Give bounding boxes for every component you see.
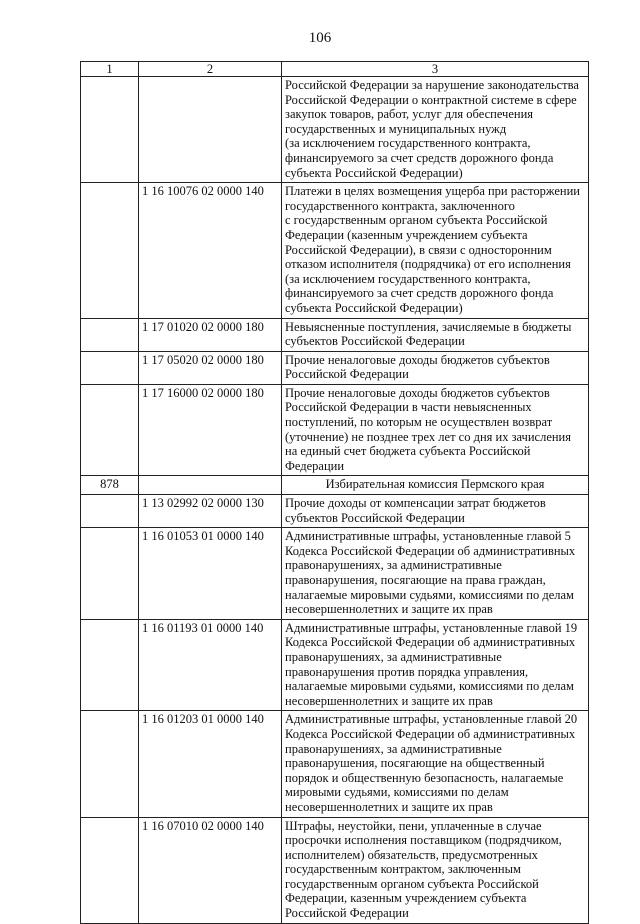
description-line: порядок и общественную безопасность, налагаемые [285,770,564,785]
admin-code-cell [81,351,139,384]
table-row [81,619,589,711]
revenue-code-cell: 1 17 01020 02 0000 180 [139,318,282,351]
description-line: Прочие неналоговые доходы бюджетов субъектов [285,385,550,400]
table-row [81,351,589,384]
description-cell [282,77,589,183]
description-line: Российской Федерации за нарушение законодательства [285,78,579,92]
description-line: Административные штрафы, установленные главой 5 [285,529,571,544]
revenue-code-cell: 1 13 02992 02 0000 130 [139,495,282,528]
admin-code-cell [81,77,139,183]
revenue-codes-table [80,61,589,924]
description-cell [282,318,589,351]
description-line: (уточнение) не позднее трех лет со дня их зачисления [285,429,571,444]
description-line: отказом исполнителя (подрядчика) от его исполнения [285,257,571,272]
table-row [81,528,589,620]
page-number: 106 [308,30,332,46]
description-line: просрочки исполнения поставщиком (подрядчиком, [285,833,562,848]
description-line: правонарушениях, за административные [285,558,502,573]
description-line: Российской Федерации), в связи с односторонним [285,242,552,257]
header-col-3: 3 [282,62,589,77]
revenue-code-cell: 1 16 01203 01 0000 140 [139,711,282,817]
description-line: Российской Федерации [285,367,409,382]
description-line: Платежи в целях возмещения ущерба при расторжении [285,184,580,199]
description-line: субъекта Российской Федерации) [285,300,463,315]
description-cell [282,351,589,384]
description-line: поступлений, по которым не осуществлен возврат [285,415,553,430]
description-line: (за исключением государственного контракта, [285,136,531,151]
description-line: субъектов Российской Федерации [285,334,465,349]
description-line: мировыми судьями, комиссиями по делам [285,785,509,800]
description-line: субъектов Российской Федерации [285,510,465,525]
description-cell [282,476,589,495]
description-cell [282,528,589,620]
revenue-code-cell: 1 17 05020 02 0000 180 [139,351,282,384]
description-line: правонарушения, посягающие на общественный [285,756,545,771]
admin-code-cell: 878 [81,476,139,495]
revenue-code-cell: 1 16 01053 01 0000 140 [139,528,282,620]
description-line: Федерации (казенным учреждением субъекта [285,227,528,242]
table-body [81,62,589,924]
table-header-row [81,62,589,77]
admin-code-cell [81,817,139,923]
description-line: Российской Федерации о контрактной системе в сфере [285,92,577,107]
description-line: Федерации [285,458,345,473]
description-line: (за исключением государственного контракта, [285,271,531,286]
revenue-code-cell: 1 17 16000 02 0000 180 [139,384,282,476]
table-row [81,318,589,351]
description-cell [282,495,589,528]
table-row [81,495,589,528]
description-line: Федерации, казенным учреждением субъекта [285,891,527,906]
description-line: несовершеннолетних и защите их прав [285,799,493,814]
revenue-code-cell [139,476,282,495]
description-line: Штрафы, неустойки, пени, уплаченные в случае [285,818,542,833]
revenue-code-cell [139,77,282,183]
revenue-code-cell: 1 16 01193 01 0000 140 [139,619,282,711]
description-line: финансируемого за счет средств дорожного фонда [285,150,554,165]
revenue-code-cell: 1 16 07010 02 0000 140 [139,817,282,923]
description-line: Избирательная комиссия Пермского края [325,477,545,492]
description-line: на единый счет бюджета субъекта Российской [285,444,531,459]
description-line: Кодекса Российской Федерации об административных [285,543,576,558]
description-line: правонарушениях, за административные [285,741,502,756]
table-row [81,77,589,183]
description-line: государственного контракта, заключенного [285,198,515,213]
description-line: Российской Федерации [285,906,409,921]
description-line: исполнителем) обязательств, предусмотренных [285,847,538,862]
revenue-code-cell: 1 16 10076 02 0000 140 [139,183,282,318]
description-line: несовершеннолетних и защите их прав [285,693,493,708]
description-line: Прочие неналоговые доходы бюджетов субъектов [285,352,550,367]
description-cell [282,817,589,923]
description-line: закупок товаров, работ, услуг для обеспечения [285,107,534,122]
admin-code-cell [81,384,139,476]
description-line: правонарушения, посягающие на права граждан, [285,573,546,587]
description-line: несовершеннолетних и защите их прав [285,602,493,617]
admin-code-cell [81,183,139,318]
description-line: правонарушения против порядка управления, [285,664,529,679]
description-cell [282,711,589,817]
description-line: Невыясненные поступления, зачисляемые в бюджеты [285,319,572,334]
admin-code-cell [81,495,139,528]
description-cell [282,384,589,476]
description-line: Кодекса Российской Федерации об административных [285,635,576,650]
description-line: с государственным органом субъекта Российской [285,213,548,228]
description-line: налагаемые мировыми судьями, комиссиями по делам [285,679,574,694]
description-line: налагаемые мировыми судьями, комиссиями по делам [285,587,574,602]
description-line: Административные штрафы, установленные главой 20 [285,712,578,727]
description-line: государственным органом субъекта Российской [285,876,539,891]
description-cell [282,619,589,711]
description-cell [282,183,589,318]
table-row [81,183,589,318]
description-line: финансируемого за счет средств дорожного фонда [285,286,554,301]
description-line: субъекта Российской Федерации) [285,165,463,180]
description-line: Российской Федерации в части невыясненных [285,400,532,415]
description-line: государственным контрактом, заключенным [285,862,521,877]
description-line: государственных и муниципальных нужд [285,121,507,136]
admin-code-cell [81,318,139,351]
description-line: Административные штрафы, установленные главой 19 [285,620,578,635]
description-line: Прочие доходы от компенсации затрат бюджетов [285,496,546,511]
description-line: правонарушениях, за административные [285,649,502,664]
admin-code-cell [81,711,139,817]
table-row [81,476,589,495]
header-col-1: 1 [81,62,139,77]
admin-code-cell [81,619,139,711]
admin-code-cell [81,528,139,620]
description-line: Кодекса Российской Федерации об административных [285,726,576,741]
header-col-2: 2 [139,62,282,77]
table-row [81,817,589,923]
table-row [81,384,589,476]
table-row [81,711,589,817]
